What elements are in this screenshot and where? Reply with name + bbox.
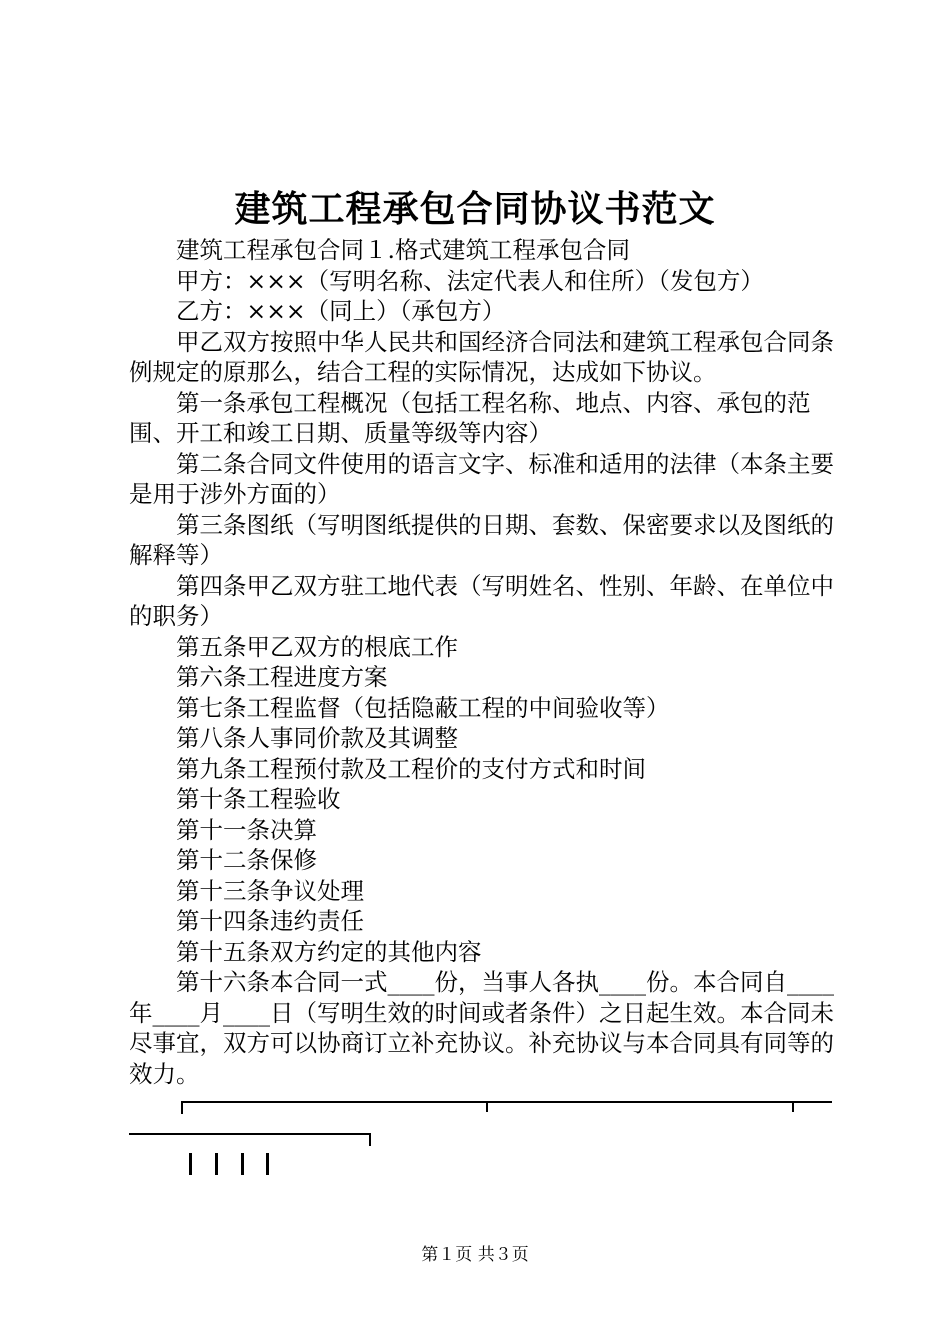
table-cell-divider	[215, 1153, 218, 1175]
paragraph: 第二条合同文件使用的语言文字、标准和适用的法律（本条主要是用于涉外方面的）	[129, 449, 834, 508]
paragraph: 第十三条争议处理	[176, 876, 364, 905]
paragraph: 第三条图纸（写明图纸提供的日期、套数、保密要求以及图纸的解释等）	[129, 510, 834, 569]
paragraph: 第六条工程进度方案	[176, 663, 388, 691]
page-footer: 第１页 共３页	[421, 1245, 529, 1265]
table-cell-divider	[266, 1153, 269, 1175]
document-body	[129, 235, 841, 1089]
document-title: 建筑工程承包合同协议书范文	[234, 188, 716, 230]
paragraph: 第七条工程监督（包括隐蔽工程的中间验收等）	[176, 693, 670, 722]
paragraph: 第五条甲乙双方的根底工作	[176, 632, 458, 661]
paragraph: 第一条承包工程概况（包括工程名称、地点、内容、承包的范围、开工和竣工日期、质量等级等内容）	[129, 388, 811, 447]
table-cell-divider	[241, 1153, 244, 1175]
paragraph: 第四条甲乙双方驻工地代表（写明姓名、性别、年龄、在单位中的职务）	[129, 571, 834, 630]
table-corner-right	[369, 1133, 371, 1146]
paragraph: 建筑工程承包合同１.格式建筑工程承包合同	[176, 236, 630, 264]
paragraph: 第十五条双方约定的其他内容	[176, 937, 482, 966]
paragraph: 第十二条保修	[176, 846, 317, 874]
paragraph: 第十四条违约责任	[176, 907, 364, 935]
paragraph: 第十六条本合同一式____份，当事人各执____份。本合同自____年____月____日（写明生效的时间或者条件）之日起生效。本合同未尽事宜，双方可以协商订立补充协议。补充协议与本合同具有同等的效力。	[129, 968, 834, 1088]
paragraph: 甲方：×××（写明名称、法定代表人和住所）（发包方）	[176, 266, 764, 295]
table-second-rule	[129, 1133, 371, 1135]
table-cell-divider	[189, 1153, 192, 1175]
table-corner-left	[181, 1101, 183, 1114]
table-tick-right	[792, 1101, 794, 1112]
paragraph: 乙方：×××（同上）（承包方）	[176, 297, 506, 325]
paragraph: 第十一条决算	[176, 815, 317, 844]
paragraph: 第八条人事同价款及其调整	[176, 724, 458, 752]
paragraph: 第九条工程预付款及工程价的支付方式和时间	[176, 754, 646, 783]
paragraph: 第十条工程验收	[176, 785, 341, 813]
table-top-rule	[181, 1101, 832, 1103]
table-tick-middle	[486, 1101, 488, 1112]
paragraph: 甲乙双方按照中华人民共和国经济合同法和建筑工程承包合同条例规定的原那么，结合工程的实际情况，达成如下协议。	[129, 327, 834, 386]
